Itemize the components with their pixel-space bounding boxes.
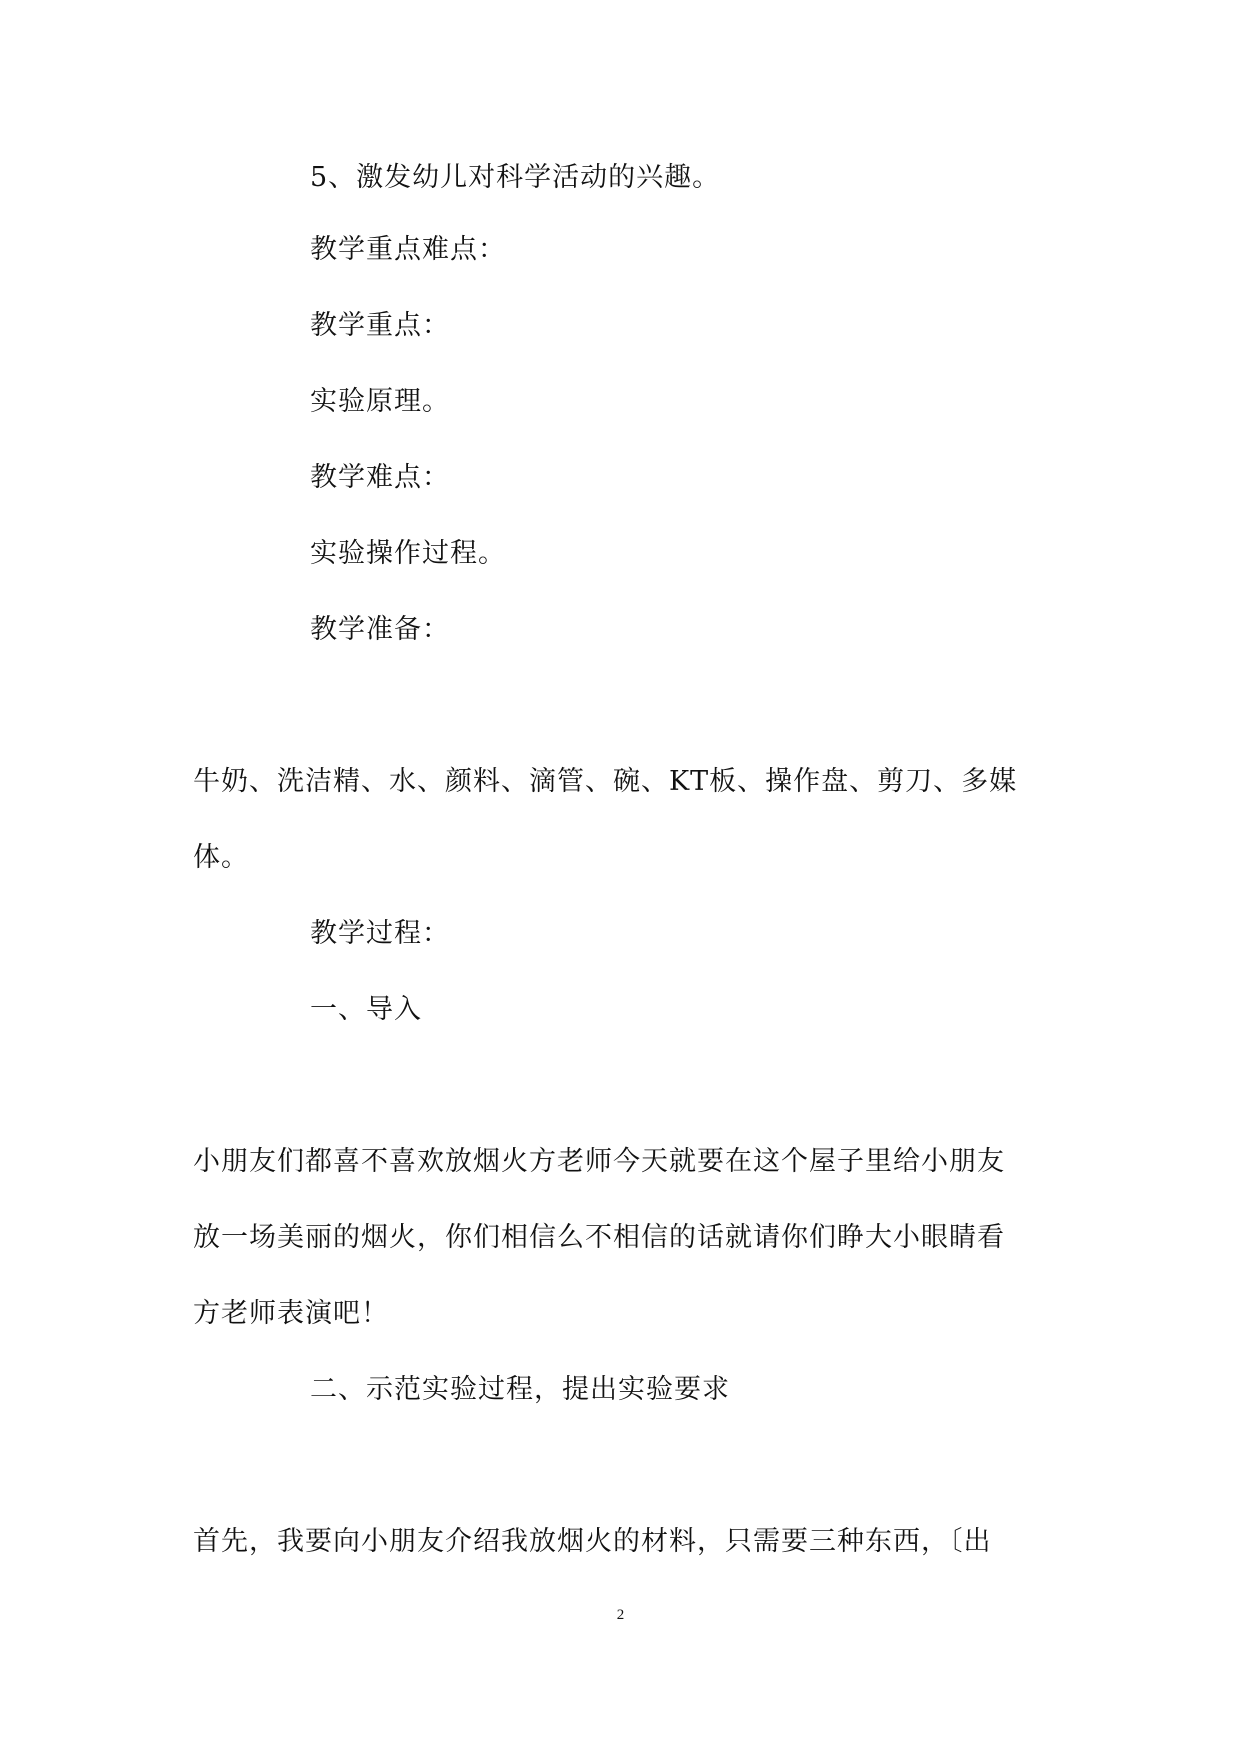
section-1-heading: 一、导入 [310,994,422,1025]
preparation-materials-line-1: 牛奶、洗洁精、水、颜料、滴管、碗、KT板、操作盘、剪刀、多媒 [193,766,1018,797]
objective-5: 5、激发幼儿对科学活动的兴趣。 [310,162,721,193]
heading-preparation: 教学准备： [310,614,450,645]
intro-paragraph-line-3: 方老师表演吧！ [193,1298,389,1329]
heading-difficult-points: 教学难点： [310,462,450,493]
heading-key-difficult-points: 教学重点难点： [310,234,506,265]
preparation-materials-line-2: 体。 [193,842,249,873]
heading-key-points: 教学重点： [310,310,450,341]
intro-paragraph-line-2: 放一场美丽的烟火，你们相信么不相信的话就请你们睁大小眼睛看 [193,1222,1005,1253]
page-number: 2 [616,1607,625,1623]
key-points-text: 实验原理。 [310,386,450,417]
heading-process: 教学过程： [310,918,450,949]
section-2-heading: 二、示范实验过程，提出实验要求 [310,1374,730,1405]
demo-paragraph-line-1: 首先，我要向小朋友介绍我放烟火的材料，只需要三种东西，〔出 [193,1526,992,1557]
difficult-points-text: 实验操作过程。 [310,538,506,569]
intro-paragraph-line-1: 小朋友们都喜不喜欢放烟火方老师今天就要在这个屋子里给小朋友 [193,1146,1005,1177]
